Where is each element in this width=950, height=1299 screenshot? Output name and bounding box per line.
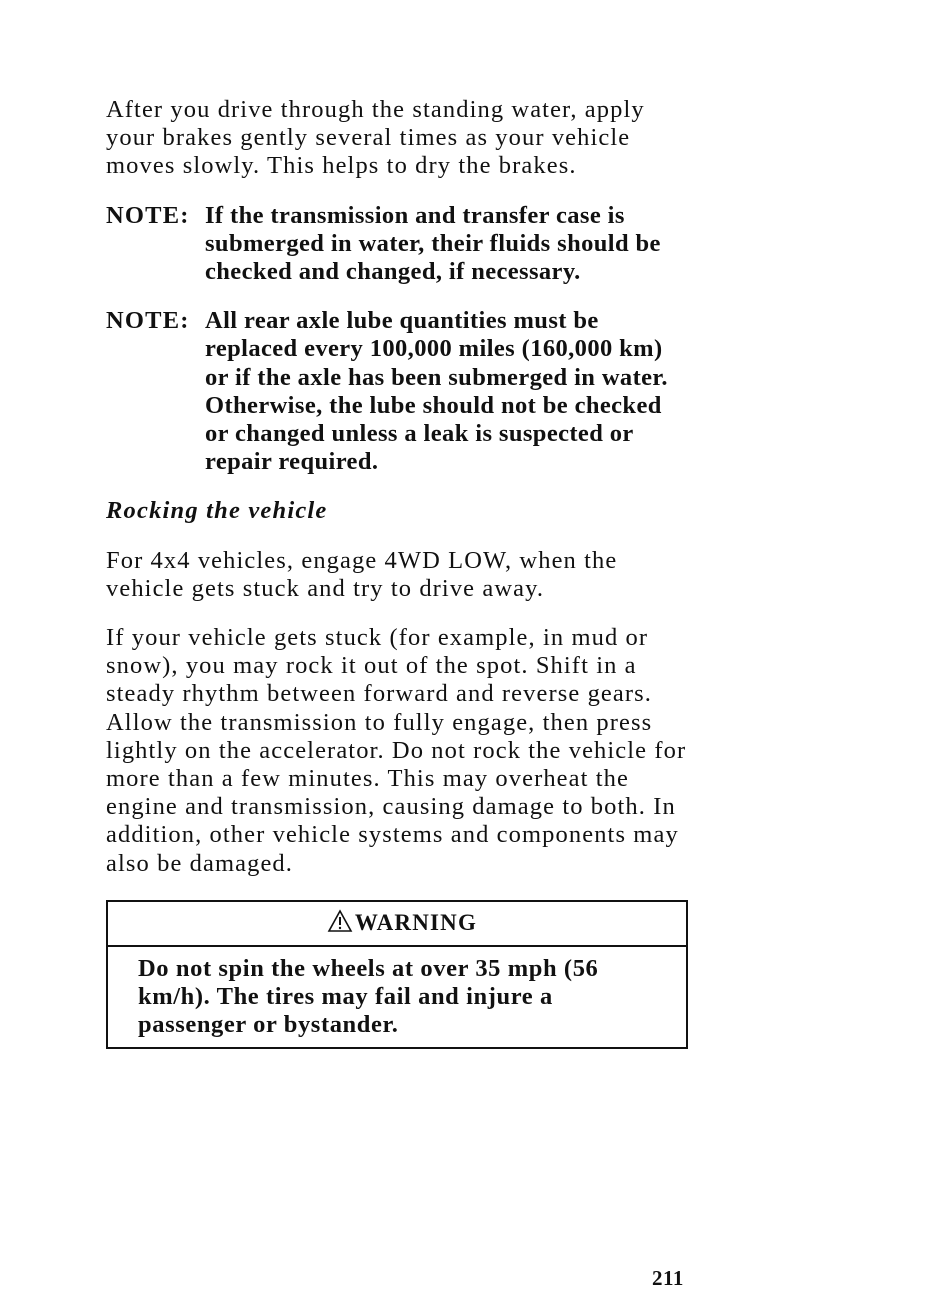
page-number: 211 xyxy=(652,1266,684,1290)
manual-page-content xyxy=(106,96,690,1049)
warning-box xyxy=(106,900,688,1050)
paragraph-4wd-low: For 4x4 vehicles, engage 4WD LOW, when the vehicle gets stuck and try to drive away. xyxy=(106,546,618,602)
warning-header xyxy=(108,902,686,947)
warning-title: WARNING xyxy=(354,910,478,936)
note-rear-axle-lube xyxy=(106,307,690,476)
warning-text: Do not spin the wheels at over 35 mph (56 km/h). The tires may fail and injure a passenger or bystander. xyxy=(138,954,599,1039)
note-label: NOTE: xyxy=(106,307,190,335)
note-transmission-fluids xyxy=(106,202,690,287)
note-text: All rear axle lube quantities must be replaced every 100,000 miles (160,000 km) or if the axle has been submerged in water. Otherwise, the lube should not be checked or changed unless a leak is suspected or repair required. xyxy=(205,307,668,476)
section-heading: Rocking the vehicle xyxy=(106,497,328,525)
paragraph-dry-brakes: After you drive through the standing water, apply your brakes gently several times as your vehicle moves slowly. This helps to dry the brakes. xyxy=(106,96,645,180)
note-text: If the transmission and transfer case is submerged in water, their fluids should be checked and changed, if necessary. xyxy=(205,201,661,286)
warning-triangle-icon xyxy=(327,909,353,933)
note-label: NOTE: xyxy=(106,201,190,229)
paragraph-rocking-instructions: If your vehicle gets stuck (for example, in mud or snow), you may rock it out of the spot. Shift in a steady rhythm between forward and reverse gears. Allow the transmission to fully engage, then press lightly on the accelerator. Do not rock the vehicle for more than a few minutes. This may overheat the engine and transmission, causing damage to both. In addition, other vehicle systems and components may also be damaged. xyxy=(106,624,687,877)
